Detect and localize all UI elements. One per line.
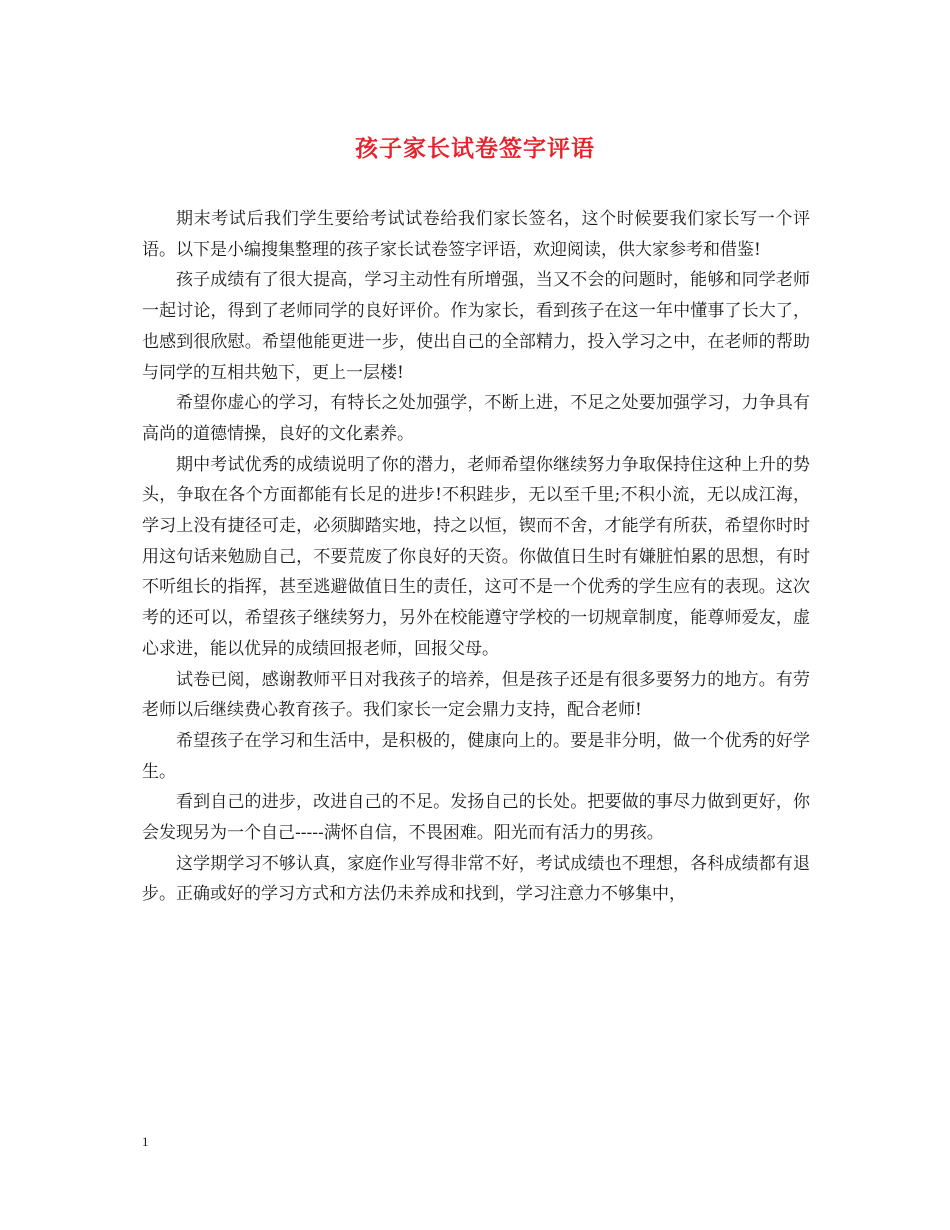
paragraph-comment-5: 希望孩子在学习和生活中，是积极的，健康向上的。要是非分明，做一个优秀的好学生。	[142, 730, 810, 782]
paragraph-comment-2: 希望你虚心的学习，有特长之处加强学，不断上进，不足之处要加强学习，力争具有高尚的道德情操，良好的文化素养。	[142, 393, 810, 444]
document-body	[142, 204, 810, 910]
paragraph-comment-4: 试卷已阅，感谢教师平日对我孩子的培养，但是孩子还是有很多要努力的地方。有劳老师以后继续费心教育孩子。我们家长一定会鼎力支持，配合老师!	[142, 669, 810, 721]
document-title: 孩子家长试卷签字评语	[355, 135, 595, 162]
page-number: 1	[142, 1134, 149, 1149]
paragraph-comment-7: 这学期学习不够认真，家庭作业写得非常不好，考试成绩也不理想，各科成绩都有退步。正确或好的学习方式和方法仍未养成和找到，学习注意力不够集中，	[142, 853, 810, 905]
paragraph-comment-3: 期中考试优秀的成绩说明了你的潜力，老师希望你继续努力争取保持住这种上升的势头，争取在各个方面都能有长足的进步!不积跬步，无以至千里;不积小流，无以成江海，学习上没有捷径可走，必须脚踏实地，持之以恒，锲而不舍，才能学有所获，希望你时时用这句话来勉励自己，不要荒废了你良好的天资。你做值日生时有嫌脏怕累的思想，有时不听组长的指挥，甚至逃避做值日生的责任，这可不是一个优秀的学生应有的表现。这次考的还可以，希望孩子继续努力，另外在校能遵守学校的一切规章制度，能尊师爱友，虚心求进，能以优异的成绩回报老师，回报父母。	[142, 454, 810, 659]
paragraph-intro: 期末考试后我们学生要给考试试卷给我们家长签名，这个时候要我们家长写一个评语。以下是小编搜集整理的孩子家长试卷签字评语，欢迎阅读，供大家参考和借鉴!	[142, 209, 810, 260]
paragraph-comment-1: 孩子成绩有了很大提高，学习主动性有所增强，当又不会的问题时，能够和同学老师一起讨论，得到了老师同学的良好评价。作为家长，看到孩子在这一年中懂事了长大了，也感到很欣慰。希望他能更进一步，使出自己的全部精力，投入学习之中，在老师的帮助与同学的互相共勉下，更上一层楼!	[142, 270, 810, 383]
paragraph-comment-6: 看到自己的进步，改进自己的不足。发扬自己的长处。把要做的事尽力做到更好，你会发现另为一个自己-----满怀自信，不畏困难。阳光而有活力的男孩。	[142, 792, 810, 844]
